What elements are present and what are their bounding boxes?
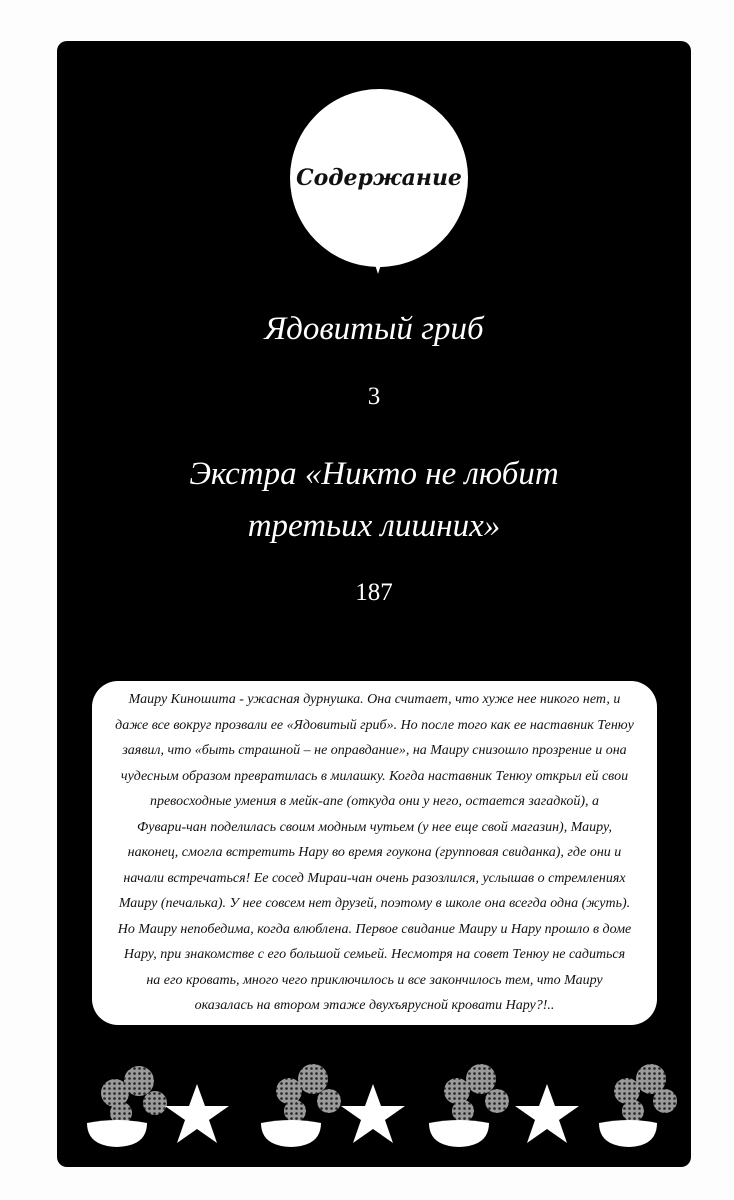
summary-line: превосходные умения в мейк-апе (откуда они у него, остается загадкой), а [149, 794, 600, 809]
star-icon [165, 1084, 229, 1143]
speech-bubble [290, 89, 468, 267]
mushroom-icon [87, 1066, 167, 1147]
summary-line: Маиру (печалька). У нее совсем нет друзей, поэтому в школе она всегда одна (жуть). [118, 896, 631, 911]
chapter-1-title-line-1: Ядовитый гриб [264, 311, 484, 347]
summary-line: на его кровать, много чего приключилось и все закончилось тем, что Маиру [146, 972, 603, 988]
speech-bubble-tail [369, 246, 387, 274]
summary-line: оказалась на втором этаже двухъярусной кровати Нару?!.. [194, 998, 555, 1013]
summary-line: чудесным образом превратилась в милашку. Когда наставник Тенюу открыл ей свои [120, 768, 629, 784]
star-icon [515, 1084, 579, 1143]
star-icon [341, 1084, 405, 1143]
summary-line: начали встречаться! Ее сосед Мираи-чан очень разозлился, услышав о стремлениях [123, 870, 626, 886]
summary-line: наконец, смогла встретить Нару во время гоукона (групповая свиданка), где они и [127, 845, 622, 860]
chapter-1-title [57, 303, 691, 355]
summary-line: Но Маиру непобедима, когда влюблена. Первое свидание Маиру и Нару прошло в доме [117, 921, 632, 937]
decoration-row [57, 1051, 691, 1161]
chapter-2-title-line-2: третьих лишних» [247, 508, 501, 544]
mushroom-icon [429, 1064, 509, 1147]
summary-line: Фувари-чан поделилась своим модным чутьем (у нее еще свой магазин), Маиру, [136, 819, 612, 835]
chapter-2-page: 187 [355, 579, 393, 606]
summary-box [92, 681, 657, 1025]
summary-line: заявил, что «быть страшной – не оправдание», на Маиру снизошло прозрение и она [122, 743, 627, 758]
chapter-2-title [57, 448, 691, 552]
summary-line: Маиру Киношита - ужасная дурнушка. Она считает, что хуже нее никого нет, и [128, 692, 621, 707]
chapter-1-page: 3 [367, 383, 381, 410]
summary-line: даже все вокруг прозвали ее «Ядовитый гриб». Но после того как ее наставник Тенюу [115, 717, 634, 733]
mushroom-icon [599, 1064, 677, 1147]
mushroom-icon [261, 1064, 341, 1147]
contents-heading: Содержание [296, 165, 462, 191]
chapter-2-title-line-1: Экстра «Никто не любит [189, 456, 559, 492]
contents-panel [57, 41, 691, 1167]
summary-line: Нару, при знакомстве с его большой семьей. Несмотря на совет Тенюу не садиться [123, 947, 626, 962]
